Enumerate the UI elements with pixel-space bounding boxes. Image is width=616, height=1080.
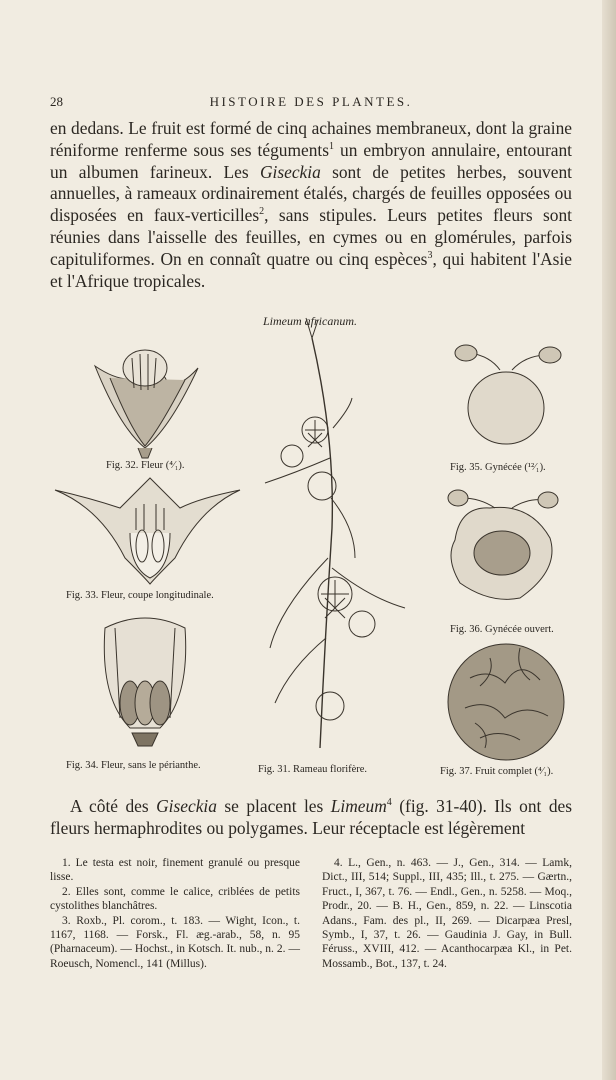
genus-name: Limeum: [330, 796, 387, 816]
footnote-ref-2: 2: [259, 206, 265, 218]
body-paragraph-2: A côté des Giseckia se placent les Limeum$^4$ (fig. 31-40). Ils ont des fleurs hermaphrodites ou polygames. Leur réceptacle est légèrement: [50, 796, 572, 838]
fig31-branch-drawing: [265, 318, 405, 748]
page-edge: [602, 0, 616, 1080]
caption-fig36: Fig. 36. Gynécée ouvert.: [450, 624, 554, 635]
fig37-fruit-drawing: [448, 644, 564, 760]
footnote-3: 3. Roxb., Pl. corom., t. 183. — Wight, Icon., t. 1167, 1168. — Forsk., Fl. æg.-arab., 58, n. 95 (Pharnaceum). — Hochst., in Kotsch. It. nub., n. 2. — Roeusch, Nomencl., 141 (Millus).: [50, 914, 300, 970]
figure-title: Limeum africanum.: [263, 314, 357, 328]
footnote-1: 1. Le testa est noir, finement granulé ou presque lisse.: [50, 857, 300, 884]
footnotes-left-column: [50, 856, 300, 971]
fig34-flower-drawing: [104, 618, 185, 746]
page-header: [50, 94, 572, 110]
footnote-4: 4. L., Gen., n. 463. — J., Gen., 314. — Lamk, Dict., III, 514; Suppl., III, 435; Ill., t. 275. — Gærtn., Fruct., I, 367, t. 76. — Endl., Gen., n. 5258. — Moq., Prodr., 20. — B. H., Gen., 859, n. 22. — Linscotia Adans., Fam. des pl., II, 269. — Dicarpæa Presl, Symb., I, 37, t. 26. — Gaudinia J. Gay, in Bull. Féruss., XVIII, 412. — Acanthocarpæa Kl., in Pet. Mossamb., Bot., 137, t. 24.: [322, 857, 572, 970]
botanical-plate: [50, 308, 572, 788]
caption-fig31: Fig. 31. Rameau florifère.: [258, 764, 368, 775]
footnote-ref-3: 3: [427, 249, 433, 261]
footnotes-right-column: [322, 856, 572, 971]
fig36-gynecium-open-drawing: [448, 490, 558, 599]
caption-fig37: Fig. 37. Fruit complet (⁴⁄₁).: [440, 766, 554, 777]
caption-fig32: Fig. 32. Fleur (⁴⁄₁).: [106, 460, 185, 471]
fig32-flower-drawing: [95, 350, 198, 458]
page-number: 28: [50, 94, 63, 109]
footnote-ref-1: 1: [329, 141, 335, 152]
body-paragraph-1: en dedans. Le fruit est formé de cinq achaines membraneux, dont la graine réniforme renferme sous ses téguments$^1$ un embryon annulaire, entourant un albumen farineux. Les Giseckia sont de petites herbes, souvent annuelles, à rameaux ordinairement étalés, chargés de feuilles opposées ou disposées en faux-verticilles$^2$, sans stipules. Leurs petites fleurs sont réunies dans l'aisselle des feuilles, en cymes ou en glomérules, parfois capituliformes. On en connaît quatre ou cinq espèces$^3$, qui habitent l'Asie et l'Afrique tropicales.: [50, 118, 573, 291]
running-title: HISTOIRE DES PLANTES.: [209, 94, 413, 109]
fig35-gynecium-drawing: [455, 345, 561, 444]
plate-illustration: [50, 308, 572, 788]
footnote-2: 2. Elles sont, comme le calice, criblées de petits cystolithes blanchâtres.: [50, 885, 300, 913]
caption-fig35: Fig. 35. Gynécée (¹²⁄₁).: [450, 462, 546, 473]
fig33-section-drawing: [55, 478, 240, 584]
genus-name: Giseckia: [156, 796, 217, 816]
genus-name: Giseckia: [259, 161, 321, 182]
caption-fig33: Fig. 33. Fleur, coupe longitudinale.: [66, 590, 214, 601]
footnote-ref-4: 4: [386, 797, 392, 809]
caption-fig34: Fig. 34. Fleur, sans le périanthe.: [66, 760, 201, 771]
